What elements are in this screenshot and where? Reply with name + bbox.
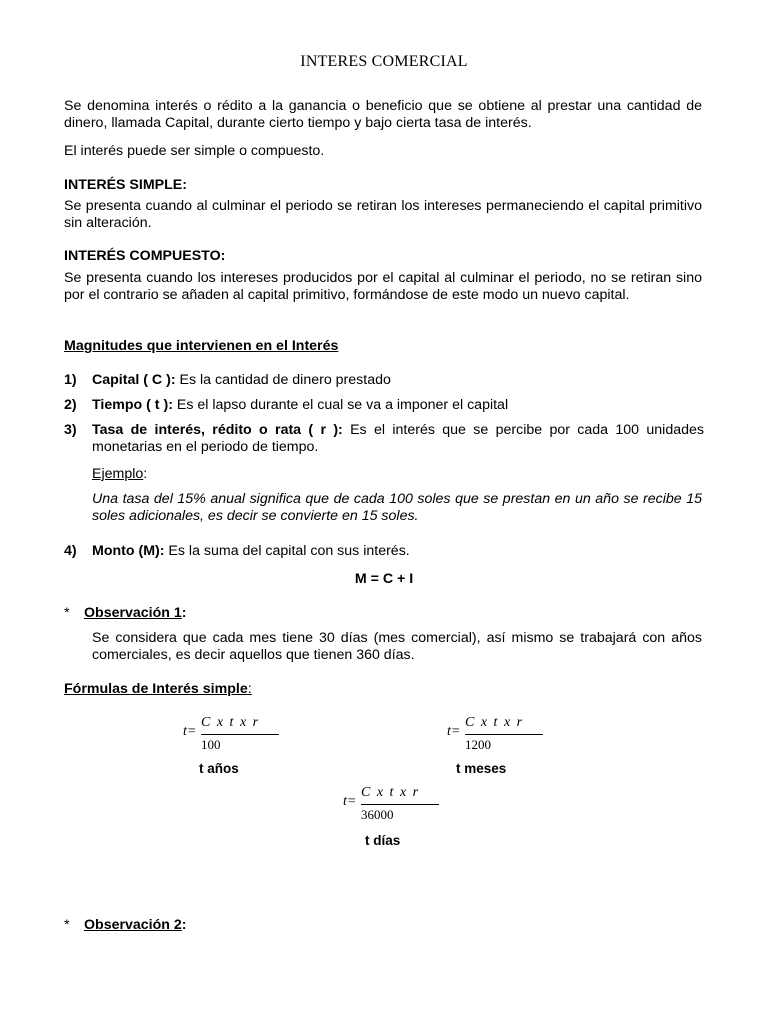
formula-numerator: C x t x r: [201, 715, 260, 730]
item-term: Tiempo ( t ):: [92, 397, 173, 413]
item-number: 4): [64, 543, 77, 559]
formula-lhs: t=: [183, 724, 197, 739]
types-paragraph: El interés puede ser simple o compuesto.: [64, 143, 325, 159]
formula-denominator: 36000: [361, 807, 394, 822]
item-desc: Es el lapso durante el cual se va a imponer el capital: [172, 397, 509, 413]
simple-heading: INTERÉS SIMPLE:: [64, 177, 187, 193]
item-desc: Es la suma del capital con sus interés.: [164, 543, 410, 559]
formula-numerator: C x t x r: [465, 715, 524, 730]
formulas-title: Fórmulas de Interés simple: [64, 681, 248, 697]
example-text: Una tasa del 15% anual significa que de cada 100 soles que se prestan en un año se recibe 15 soles adicionales, es decir se convierte en 15 soles.: [92, 491, 702, 524]
formula-lhs: t=: [343, 794, 357, 809]
list-item: [64, 422, 704, 456]
item-number: 1): [64, 372, 77, 388]
formula-days: [343, 785, 433, 825]
fraction-bar: [361, 804, 439, 805]
list-item: [64, 397, 704, 414]
intro-paragraph: Se denomina interés o rédito a la ganancia o beneficio que se obtiene al prestar una cantidad de dinero, llamada Capital, durante cierto tiempo y bajo cierta tasa de interés.: [64, 98, 702, 131]
example-label: Ejemplo: [92, 466, 144, 482]
formula-denominator: 1200: [465, 737, 491, 752]
formula-numerator: C x t x r: [361, 785, 420, 800]
item-desc: Es el interés que se percibe por cada 100 unidades monetarias en el periodo de tiempo.: [92, 422, 704, 455]
item-number: 2): [64, 397, 77, 413]
formula-label: t meses: [456, 761, 507, 776]
fraction-bar: [465, 734, 543, 735]
bullet-star: *: [64, 917, 70, 933]
formula-months: [447, 715, 537, 755]
formulas-colon: :: [247, 681, 252, 697]
magnitudes-heading: Magnitudes que intervienen en el Interés: [64, 338, 339, 354]
formula-label: t días: [365, 833, 401, 848]
formula-denominator: 100: [201, 737, 221, 752]
obs1-text: Se considera que cada mes tiene 30 días (mes comercial), así mismo se trabajará con años comerciales, es decir aquellos que tienen 360 días.: [92, 630, 702, 663]
example-colon: :: [143, 466, 148, 482]
formula-label: t años: [199, 761, 239, 776]
compuesto-text: Se presenta cuando los intereses producidos por el capital al culminar el periodo, no se retiran sino por el contrario se añaden al capital primitivo, formándose de este modo un nuevo capital.: [64, 270, 702, 303]
fraction-bar: [201, 734, 279, 735]
item-term: Monto (M):: [92, 543, 165, 559]
obs2-heading: [84, 917, 187, 933]
item-term: Capital ( C ):: [92, 372, 176, 388]
obs1-colon: :: [181, 605, 187, 621]
obs1-heading: [84, 605, 187, 621]
page-title: INTERES COMERCIAL: [300, 53, 468, 70]
obs2-colon: :: [181, 917, 187, 933]
formula-lhs: t=: [447, 724, 461, 739]
bullet-star: *: [64, 605, 70, 621]
compuesto-heading: INTERÉS COMPUESTO:: [64, 248, 226, 264]
list-item: [64, 543, 704, 560]
list-item: [64, 372, 704, 389]
formula-years: [183, 715, 273, 755]
formulas-heading: [64, 681, 252, 697]
item-desc: Es la cantidad de dinero prestado: [175, 372, 391, 388]
monto-equation: M = C + I: [354, 571, 414, 587]
item-number: 3): [64, 422, 77, 438]
obs1-label: Observación 1: [84, 605, 182, 621]
obs2-label: Observación 2: [84, 917, 182, 933]
example-label-line: [92, 466, 702, 483]
simple-text: Se presenta cuando al culminar el periodo se retiran los intereses permaneciendo el capital primitivo sin alteración.: [64, 198, 702, 231]
item-term: Tasa de interés, rédito o rata ( r ):: [92, 422, 343, 438]
